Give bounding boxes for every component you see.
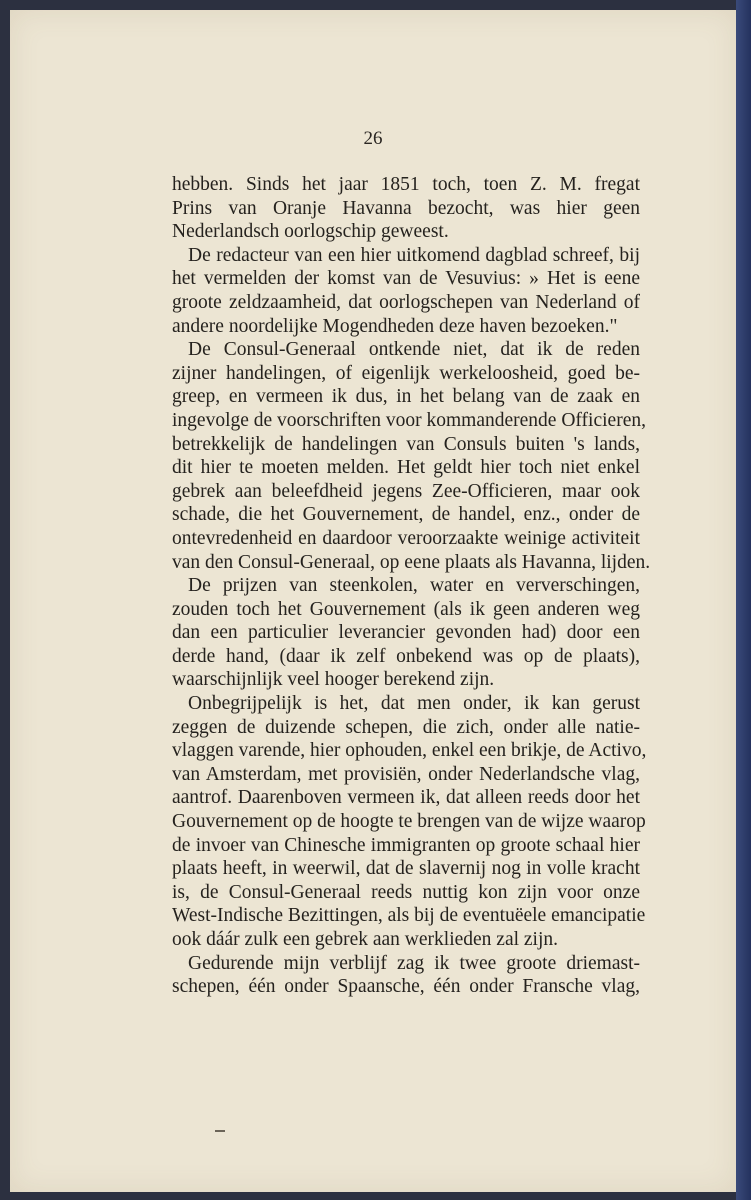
text-line: van den Consul-Generaal, op eene plaats als Havanna, lijden. — [172, 551, 651, 573]
text-line: aantrof. Daarenboven vermeen ik, dat alleen reeds door het — [172, 787, 640, 809]
page-number: 26 — [363, 128, 383, 149]
text-line: Nederlandsch oorlogschip geweest. — [172, 221, 449, 243]
text-line: De prijzen van steenkolen, water en ververschingen, — [188, 575, 640, 597]
book-spine-edge — [736, 0, 751, 1200]
text-line: Onbegrijpelijk is het, dat men onder, ik kan gerust — [188, 693, 640, 715]
text-line: greep, en vermeen ik dus, in het belang van de zaak en — [172, 386, 640, 408]
text-line: andere noordelijke Mogendheden deze haven bezoeken." — [172, 315, 618, 337]
body-text — [172, 173, 651, 999]
text-line: gebrek aan beleefdheid jegens Zee-Officieren, maar ook — [172, 480, 640, 502]
text-line: is, de Consul-Generaal reeds nuttig kon zijn voor onze — [172, 881, 640, 903]
text-line: het vermelden der komst van de Vesuvius: » Het is eene — [172, 268, 640, 290]
text-line: ontevredenheid en daardoor veroorzaakte weinige activiteit — [172, 527, 640, 549]
text-line: zijner handelingen, of eigenlijk werkeloosheid, goed be- — [172, 362, 640, 384]
text-line: derde hand, (daar ik zelf onbekend was op de plaats), — [172, 645, 640, 667]
text-line: schepen, één onder Spaansche, één onder Fransche vlag, — [172, 976, 640, 998]
text-line: waarschijnlijk veel hooger berekend zijn. — [172, 669, 495, 691]
text-line: schade, die het Gouvernement, de handel, enz., onder de — [172, 504, 640, 526]
text-line: Prins van Oranje Havanna bezocht, was hier geen — [172, 197, 640, 219]
text-line: van Amsterdam, met provisiën, onder Nederlandsche vlag, — [172, 763, 640, 785]
text-line: zeggen de duizende schepen, die zich, onder alle natie- — [172, 716, 640, 738]
printer-mark — [215, 1130, 225, 1132]
text-line: plaats heeft, in weerwil, dat de slavernij nog in volle kracht — [172, 858, 640, 880]
text-line: Gouvernement op de hoogte te brengen van de wijze waarop — [172, 811, 646, 833]
text-line: groote zeldzaamheid, dat oorlogschepen van Nederland of — [172, 291, 640, 313]
text-line: ook dáár zulk een gebrek aan werklieden zal zijn. — [172, 929, 559, 950]
text-line: zouden toch het Gouvernement (als ik geen anderen weg — [172, 598, 640, 620]
text-line: De redacteur van een hier uitkomend dagblad schreef, bij — [188, 244, 640, 266]
text-line: hebben. Sinds het jaar 1851 toch, toen Z. M. fregat — [172, 174, 640, 195]
text-line: de invoer van Chinesche immigranten op groote schaal hier — [172, 834, 640, 856]
text-line: Gedurende mijn verblijf zag ik twee groote driemast- — [188, 952, 640, 974]
text-line: vlaggen varende, hier ophouden, enkel een brikje, de Activo, — [172, 740, 647, 762]
text-line: betrekkelijk de handelingen van Consuls buiten 's lands, — [172, 433, 640, 455]
text-line: West-Indische Bezittingen, als bij de eventuëele emancipatie — [172, 905, 646, 927]
text-line: ingevolge de voorschriften voor kommanderende Officieren, — [172, 409, 646, 431]
text-line: De Consul-Generaal ontkende niet, dat ik de reden — [188, 339, 640, 361]
text-line: dan een particulier leverancier gevonden had) door een — [172, 622, 640, 644]
book-page — [10, 10, 736, 1192]
text-line: dit hier te moeten melden. Het geldt hier toch niet enkel — [172, 457, 640, 479]
